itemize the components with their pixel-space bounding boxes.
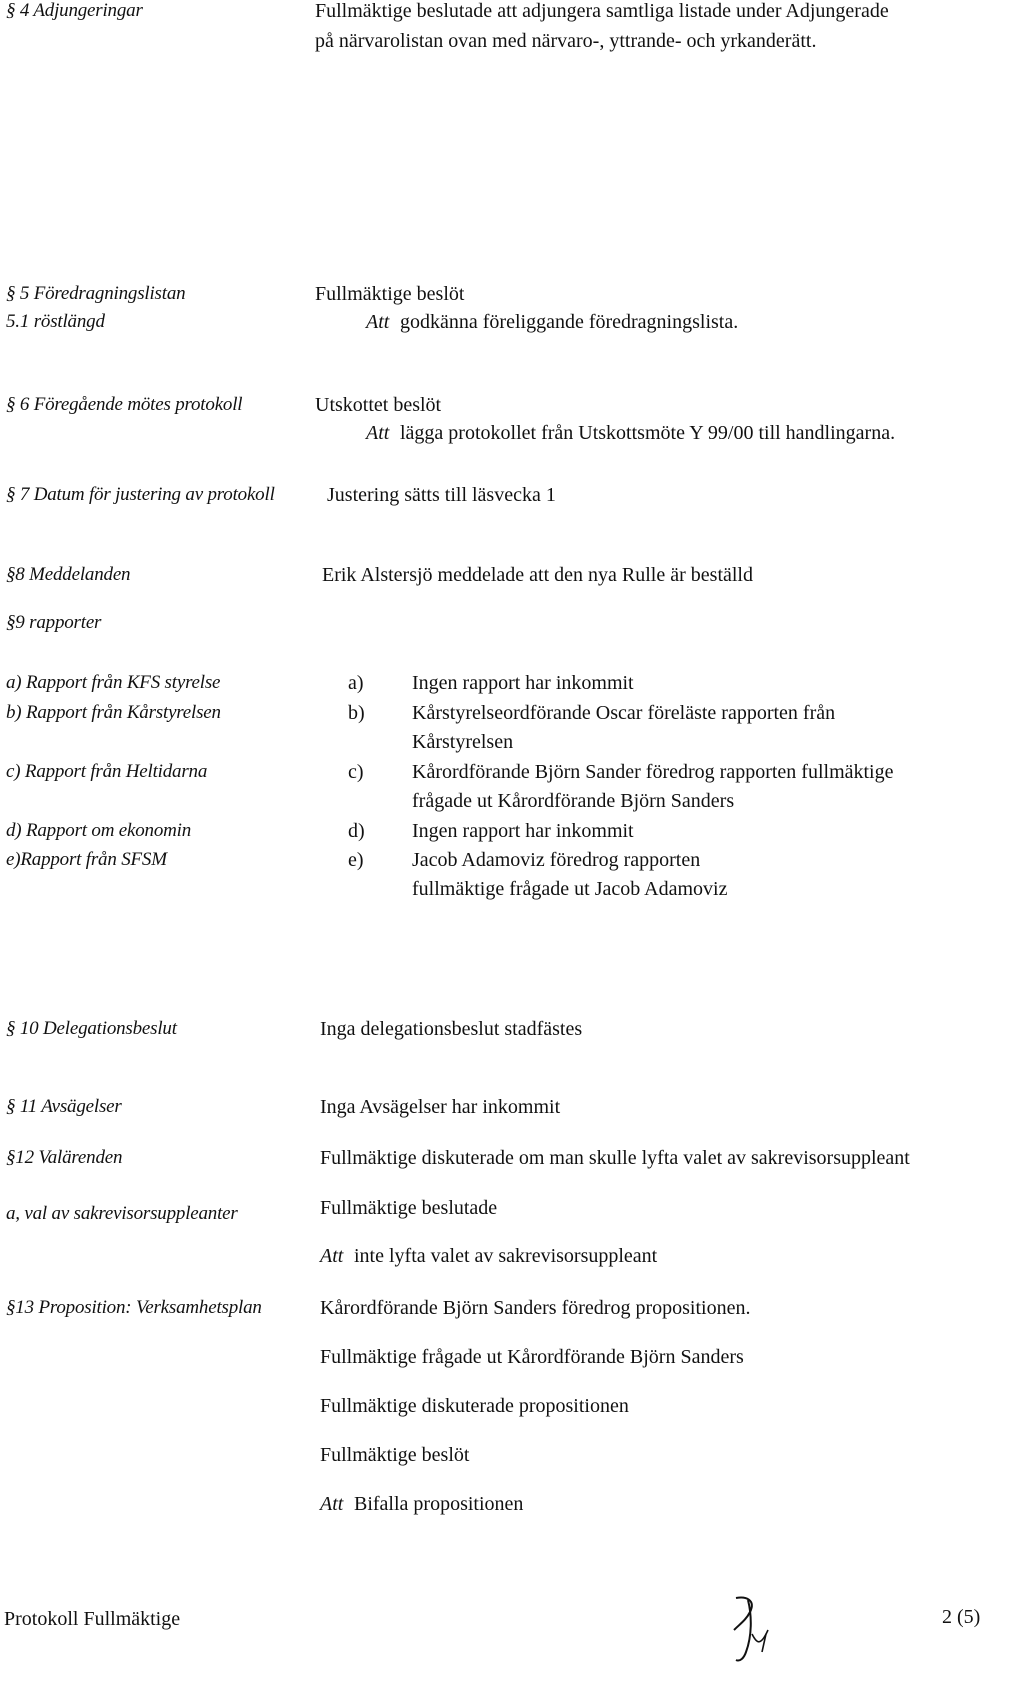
section-13-line-3: Fullmäktige diskuterade propositionen	[320, 1395, 629, 1417]
section-6-label: § 6 Föregående mötes protokoll	[6, 394, 243, 415]
section-5-att-line	[366, 311, 738, 334]
section-7-label: § 7 Datum för justering av protokoll	[6, 484, 275, 505]
section-12-label: §12 Valärenden	[6, 1147, 123, 1168]
section-7-text: Justering sätts till läsvecka 1	[327, 484, 556, 506]
section-8-text: Erik Alstersjö meddelade att den nya Rulle är beställd	[322, 564, 753, 586]
report-e-marker: e)	[348, 849, 364, 871]
section-6-decision: Utskottet beslöt	[315, 394, 442, 416]
section-13-line-2: Fullmäktige frågade ut Kårordförande Björn Sanders	[320, 1346, 744, 1368]
section-13-att-text: Bifalla propositionen	[354, 1493, 524, 1515]
page-number: 2 (5)	[942, 1606, 981, 1628]
section-11-text: Inga Avsägelser har inkommit	[320, 1096, 561, 1118]
report-d-text: Ingen rapport har inkommit	[412, 820, 634, 842]
report-d-label: d) Rapport om ekonomin	[6, 820, 192, 841]
report-b-label: b) Rapport från Kårstyrelsen	[6, 702, 221, 723]
att-label: Att	[366, 422, 390, 444]
section-6-att-text: lägga protokollet från Utskottsmöte Y 99/00 till handlingarna.	[400, 422, 896, 444]
report-a-label: a) Rapport från KFS styrelse	[6, 672, 221, 693]
section-6-att-line	[366, 422, 895, 445]
report-e-label: e)Rapport från SFSM	[6, 849, 167, 870]
report-b-text-line1: Kårstyrelseordförande Oscar föreläste rapporten från	[412, 702, 836, 724]
section-13-att-line	[320, 1493, 523, 1516]
section-12-sublabel: a, val av sakrevisorsuppleanter	[6, 1203, 238, 1224]
section-4-text-line2: på närvarolistan ovan med närvaro-, yttrande- och yrkanderätt.	[315, 30, 817, 52]
section-13-label: §13 Proposition: Verksamhetsplan	[6, 1297, 262, 1318]
section-13-line-1: Kårordförande Björn Sanders föredrog propositionen.	[320, 1297, 751, 1319]
section-10-text: Inga delegationsbeslut stadfästes	[320, 1018, 583, 1040]
section-13-line-4: Fullmäktige beslöt	[320, 1444, 470, 1466]
section-12-att-text: inte lyfta valet av sakrevisorsuppleant	[354, 1245, 658, 1267]
report-c-label: c) Rapport från Heltidarna	[6, 761, 208, 782]
section-9-label: §9 rapporter	[6, 612, 102, 633]
section-11-label: § 11 Avsägelser	[6, 1096, 122, 1117]
initials-signature	[722, 1590, 782, 1670]
report-e-text-line2: fullmäktige frågade ut Jacob Adamoviz	[412, 878, 728, 900]
att-label: Att	[320, 1245, 344, 1267]
section-5-sublabel: 5.1 röstlängd	[6, 311, 105, 332]
report-d-marker: d)	[348, 820, 365, 842]
section-4-label: § 4 Adjungeringar	[6, 0, 143, 21]
report-c-text-line1: Kårordförande Björn Sander föredrog rapporten fullmäktige	[412, 761, 894, 783]
att-label: Att	[320, 1493, 344, 1515]
report-a-text: Ingen rapport har inkommit	[412, 672, 634, 694]
section-5-att-text: godkänna föreliggande föredragningslista.	[400, 311, 739, 333]
section-5-label: § 5 Föredragningslistan	[6, 283, 186, 304]
att-label: Att	[366, 311, 390, 333]
section-12-decision: Fullmäktige beslutade	[320, 1197, 498, 1219]
report-a-marker: a)	[348, 672, 364, 694]
section-12-text: Fullmäktige diskuterade om man skulle lyfta valet av sakrevisorsuppleant	[320, 1147, 910, 1169]
report-c-text-line2: frågade ut Kårordförande Björn Sanders	[412, 790, 735, 812]
footer-title: Protokoll Fullmäktige	[4, 1608, 181, 1630]
section-12-att-line	[320, 1245, 657, 1268]
section-4-text-line1: Fullmäktige beslutade att adjungera samtliga listade under Adjungerade	[315, 0, 889, 22]
report-e-text-line1: Jacob Adamoviz föredrog rapporten	[412, 849, 701, 871]
section-10-label: § 10 Delegationsbeslut	[6, 1018, 177, 1039]
report-c-marker: c)	[348, 761, 364, 783]
section-5-decision: Fullmäktige beslöt	[315, 283, 465, 305]
report-b-marker: b)	[348, 702, 365, 724]
section-8-label: §8 Meddelanden	[6, 564, 131, 585]
report-b-text-line2: Kårstyrelsen	[412, 731, 514, 753]
